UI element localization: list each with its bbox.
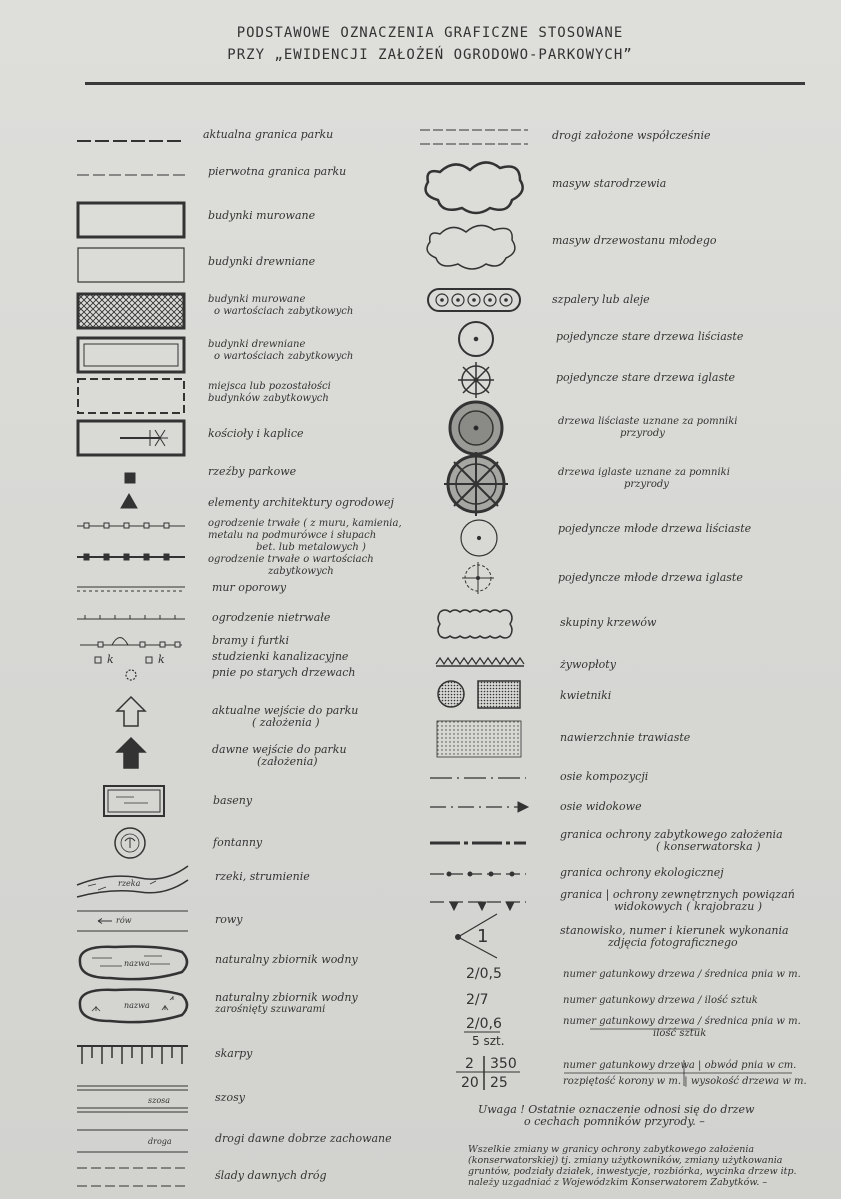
label-line: bet. lub metalowych )	[256, 542, 366, 553]
label-pomnik-lisciaste	[558, 416, 737, 440]
label-drewniane-zabytkowe	[208, 339, 353, 363]
label-line: gruntów, podziały działek, inwestycje, rozbiórka, wycinka drzew itp.	[468, 1166, 797, 1177]
label-line: budynki drewniane	[208, 339, 306, 350]
label-koscioly: kościoły i kaplice	[208, 427, 304, 440]
label-k-1: k	[107, 653, 114, 666]
label-osie-kompozycji: osie kompozycji	[560, 770, 649, 783]
label-line: ogrodzenie trwałe ( z muru, kamienia,	[208, 518, 402, 529]
label-granica-ekologiczna: granica ochrony ekologicznej	[560, 866, 724, 879]
label-line: widokowych ( krajobrazu )	[614, 900, 763, 913]
label-line: stanowisko, numer i kierunek wykonania	[560, 924, 789, 937]
code-n3-top: 2/0,6	[466, 1016, 502, 1032]
label-line: należy uzgadniać z Wojewódzkim Konserwatorem Zabytków. –	[468, 1177, 768, 1188]
label-n1: numer gatunkowy drzewa / średnica pnia w m.	[563, 969, 801, 980]
label-line: o wartościach zabytkowych	[214, 351, 354, 362]
label-nawierzchnie: nawierzchnie trawiaste	[560, 731, 691, 744]
code-n4-bl: 20	[461, 1075, 479, 1091]
label-iglaste-stare: pojedyncze stare drzewa iglaste	[556, 371, 736, 384]
label-miejsca-pozostalosci	[208, 381, 331, 405]
title-line-1: PODSTAWOWE OZNACZENIA GRAFICZNE STOSOWANE	[236, 25, 624, 41]
label-line: budynków zabytkowych	[208, 393, 329, 404]
label-line: ilość sztuk	[653, 1028, 707, 1039]
label-n4-1: numer gatunkowy drzewa | obwód pnia w cm.	[563, 1060, 797, 1071]
label-lisciaste-stare: pojedyncze stare drzewa liściaste	[556, 330, 744, 343]
label-slady: ślady dawnych dróg	[215, 1169, 327, 1182]
code-n2: 2/7	[466, 992, 489, 1008]
label-nazwa-1: nazwa	[124, 959, 150, 968]
label-line: Wszelkie zmiany w granicy ochrony zabytkowego założenia	[468, 1144, 755, 1155]
label-line: naturalny zbiornik wodny	[215, 991, 358, 1004]
label-studzienki: studzienki kanalizacyjne	[212, 650, 349, 663]
label-line: Uwaga ! Ostatnie oznaczenie odnosi się do drzew	[478, 1103, 755, 1116]
code-n3-bottom: 5 szt.	[472, 1034, 505, 1048]
label-rowy: rowy	[215, 913, 243, 926]
label-line: numer gatunkowy drzewa / średnica pnia w m.	[563, 1016, 801, 1027]
label-zbiornik: naturalny zbiornik wodny	[215, 953, 358, 966]
label-line: zdjęcia fotograficznego	[608, 936, 738, 949]
label-kwietniki: kwietniki	[560, 689, 612, 702]
label-line: zabytkowych	[268, 566, 334, 577]
label-rzeki: rzeki, strumienie	[215, 870, 310, 883]
label-n3	[563, 1016, 801, 1040]
label-line: aktualne wejście do parku	[212, 704, 359, 717]
label-rzeka-word: rzeka	[118, 879, 141, 888]
label-line: drzewa iglaste uznane za pomniki	[558, 467, 730, 478]
title-line-2: PRZY „EWIDENCJI ZAŁOŻEŃ OGRODOWO-PARKOWYCH”	[227, 47, 633, 63]
label-szosa-word: szosa	[148, 1096, 171, 1105]
label-line: o cechach pomników przyrody. –	[524, 1115, 705, 1128]
note-uwaga	[478, 1104, 754, 1128]
label-ogrodzenie-zabytkowe	[208, 554, 374, 578]
label-pomnik-iglaste	[558, 467, 730, 491]
label-ogrodzenie-trwale	[208, 518, 402, 554]
label-line: dawne wejście do parku	[212, 743, 347, 756]
label-granica-zewnetrzna	[560, 889, 795, 913]
label-skupiny: skupiny krzewów	[560, 616, 657, 629]
label-drogi-wspolczesne: drogi założone współcześnie	[552, 129, 711, 142]
label-stanowisko	[560, 925, 789, 949]
label-bramy: bramy i furtki	[212, 634, 290, 647]
label-granica-konserwatorska	[560, 829, 783, 853]
code-n4-br: 25	[490, 1075, 508, 1091]
label-line: drzewa liściaste uznane za pomniki	[558, 416, 738, 427]
label-line: przyrody	[624, 479, 669, 490]
label-wejscie-dawne	[212, 744, 347, 768]
label-elementy: elementy architektury ogrodowej	[208, 496, 394, 509]
label-line: granica | ochrony zewnętrznych powiązań	[560, 888, 795, 901]
label-nazwa-2: nazwa	[124, 1001, 150, 1010]
label-szpalery: szpalery lub aleje	[552, 293, 650, 306]
label-pierwotna-granica: pierwotna granica parku	[208, 165, 347, 178]
label-wejscie-aktualne	[212, 705, 358, 729]
label-zywoploty: żywopłoty	[560, 658, 616, 671]
label-row-word: rów	[116, 916, 132, 925]
label-line: granica ochrony zabytkowego założenia	[560, 828, 783, 841]
label-line: (założenia)	[257, 755, 318, 768]
label-line: budynki murowane	[208, 294, 306, 305]
label-osie-widokowe: osie widokowe	[560, 800, 642, 813]
label-line: zarośnięty szuwarami	[215, 1004, 326, 1015]
label-murowane-zabytkowe	[208, 294, 353, 318]
label-budynki-drewniane: budynki drewniane	[208, 255, 316, 268]
label-k-2: k	[158, 653, 165, 666]
label-line: ( założenia )	[252, 716, 320, 729]
code-n1: 2/0,5	[466, 966, 502, 982]
label-aktualna-granica: aktualna granica parku	[203, 128, 334, 141]
label-masyw-starodrzewia: masyw starodrzewia	[552, 177, 667, 190]
note-wszelkie	[468, 1144, 797, 1188]
label-line: przyrody	[620, 428, 665, 439]
label-line: miejsca lub pozostałości	[208, 381, 331, 392]
stanowisko-number: 1	[477, 926, 489, 947]
label-line: (konserwatorskiej) tj. zmiany użytkowników, zmiany użytkowania	[468, 1155, 783, 1166]
label-szosy: szosy	[215, 1091, 245, 1104]
label-rzezby: rzeźby parkowe	[208, 465, 297, 478]
label-ogrodzenie-nietrwale: ogrodzenie nietrwałe	[212, 611, 331, 624]
label-mlode-lisciaste: pojedyncze młode drzewa liściaste	[558, 522, 752, 535]
label-drogi-dawne: drogi dawne dobrze zachowane	[215, 1132, 392, 1145]
label-n2: numer gatunkowy drzewa / ilość sztuk	[563, 995, 758, 1006]
label-baseny: baseny	[213, 794, 253, 807]
label-masyw-mlody: masyw drzewostanu młodego	[552, 234, 717, 247]
label-line: ogrodzenie trwałe o wartościach	[208, 554, 374, 565]
label-mlode-iglaste: pojedyncze młode drzewa iglaste	[558, 571, 743, 584]
label-line: metalu na podmurówce i słupach	[208, 530, 377, 541]
label-budynki-murowane: budynki murowane	[208, 209, 316, 222]
label-line: o wartościach zabytkowych	[214, 306, 354, 317]
label-n4-2: rozpiętość korony w m. | wysokość drzewa w m.	[563, 1076, 807, 1087]
label-skarpy: skarpy	[215, 1047, 253, 1060]
label-fontanny: fontanny	[213, 836, 263, 849]
label-droga-word: droga	[148, 1137, 172, 1146]
label-mur-oporowy: mur oporowy	[212, 581, 287, 594]
label-line: ( konserwatorska )	[656, 840, 761, 853]
code-n4-tl: 2	[465, 1056, 474, 1072]
label-zbiornik-zarosniety	[215, 992, 358, 1016]
code-n4-tr: 350	[490, 1056, 517, 1072]
label-pnie: pnie po starych drzewach	[212, 666, 356, 679]
